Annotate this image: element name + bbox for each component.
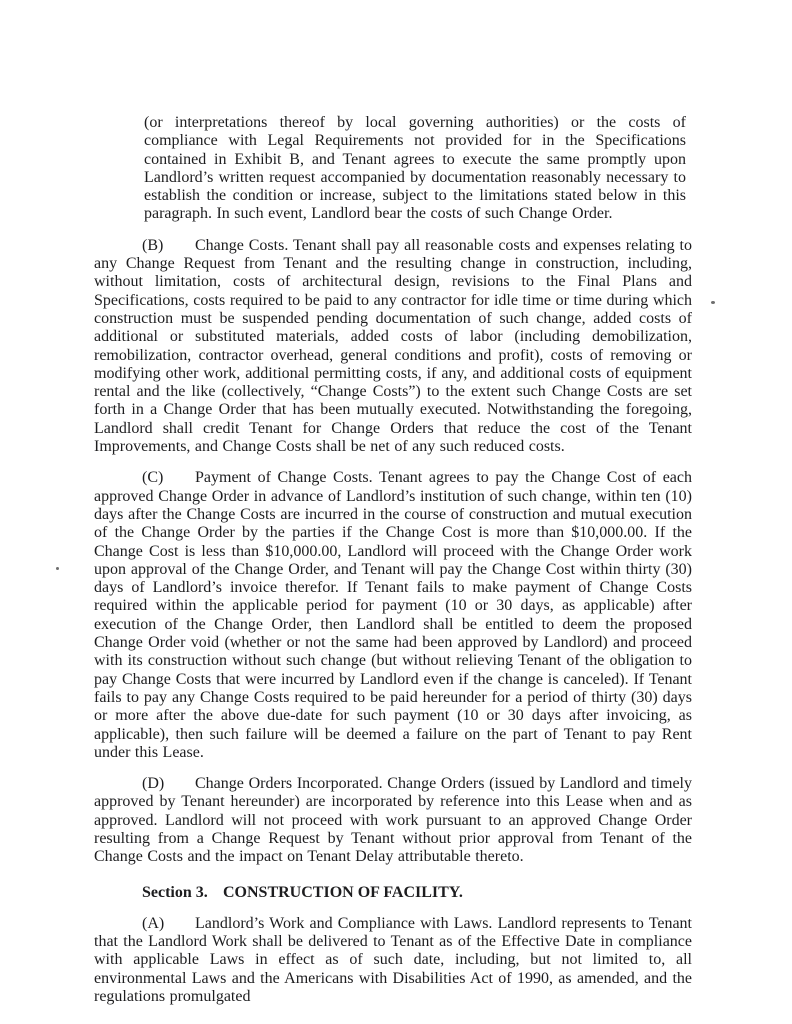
section-3-number: Section 3. <box>142 883 208 901</box>
scan-artifact-speck <box>711 301 715 304</box>
paragraph-b-label: (B) <box>142 236 164 254</box>
paragraph-c-text: Payment of Change Costs. Tenant agrees to pay the Change Cost of each approved Change Order in advance of Landlord’s institution of such change, within ten (10) days after the Change Costs are incurred in the course of construction and mutual execution of the Change Order by the parties if the Change Cost is more than $10,000.00. If the Change Cost is less than $10,000.00, Landlord will proceed with the Change Order work upon approval of the Change Order, and Tenant will pay the Change Cost within thirty (30) days of Landlord’s invoice therefor. If Tenant fails to make payment of Change Costs required within the applicable period for payment (10 or 30 days, as applicable) after execution of the Change Order, then Landlord shall be entitled to deem the proposed Change Order void (whether or not the same had been approved by Landlord) and proceed with its construction without such change (but without relieving Tenant of the obligation to pay Change Costs that were incurred by Landlord even if the change is canceled). If Tenant fails to pay any Change Costs required to be paid hereunder for a period of thirty (30) days or more after the above due-date for such payment (10 or 30 days after invoicing, as applicable), then such failure will be deemed a failure on the part of Tenant to pay Rent under this Lease. <box>94 469 692 761</box>
paragraph-b-text: Change Costs. Tenant shall pay all reasonable costs and expenses relating to any Change Request from Tenant and the resulting change in construction, including, without limitation, costs of architectural design, revisions to the Final Plans and Specifications, costs required to be paid to any contractor for idle time or time during which construction must be suspended pending documentation of such change, added costs of additional or substituted materials, added costs of labor (including demobilization, remobilization, contractor overhead, general conditions and profit), costs of removing or modifying other work, additional permitting costs, if any, and additional costs of equipment rental and the like (collectively, “Change Costs”) to the extent such Change Costs are set forth in a Change Order that has been mutually executed. Notwithstanding the foregoing, Landlord shall credit Tenant for Change Orders that reduce the cost of the Tenant Improvements, and Change Costs shall be net of any such reduced costs. <box>94 236 692 456</box>
paragraph-d-label: (D) <box>142 775 165 793</box>
paragraph-c-label: (C) <box>142 469 164 487</box>
paragraph-payment-of-change-costs <box>94 469 692 762</box>
paragraph-d-text: Change Orders Incorporated. Change Orders (issued by Landlord and timely approved by Tenant hereunder) are incorporated by reference into this Lease when and as approved. Landlord will not proceed with work pursuant to an approved Change Order resulting from a Change Request by Tenant without prior approval from Tenant of the Change Costs and the impact on Tenant Delay attributable thereto. <box>94 775 692 866</box>
section-3-heading <box>142 884 692 902</box>
paragraph-a-label: (A) <box>142 914 165 932</box>
paragraph-landlords-work <box>94 915 692 1006</box>
paragraph-a-text: Landlord’s Work and Compliance with Laws. Landlord represents to Tenant that the Landlord Work shall be delivered to Tenant as of the Effective Date in compliance with applicable Laws in effect as of such date, including, but not limited to, all environmental Laws and the Americans with Disabilities Act of 1990, as amended, and the regulations promulgated <box>94 914 692 1006</box>
section-3-title: CONSTRUCTION OF FACILITY. <box>223 883 463 901</box>
paragraph-change-costs <box>94 237 692 457</box>
continuation-paragraph: (or interpretations thereof by local governing authorities) or the costs of compliance with Legal Requirements not provided for in the Specifications contained in Exhibit B, and Tenant agrees to execute the same promptly upon Landlord’s written request accompanied by documentation reasonably necessary to establish the condition or increase, subject to the limitations stated below in this paragraph. In such event, Landlord bear the costs of such Change Order. <box>144 114 686 223</box>
document-page <box>94 114 692 1019</box>
scan-artifact-speck <box>56 567 59 570</box>
paragraph-change-orders-incorporated <box>94 775 692 866</box>
